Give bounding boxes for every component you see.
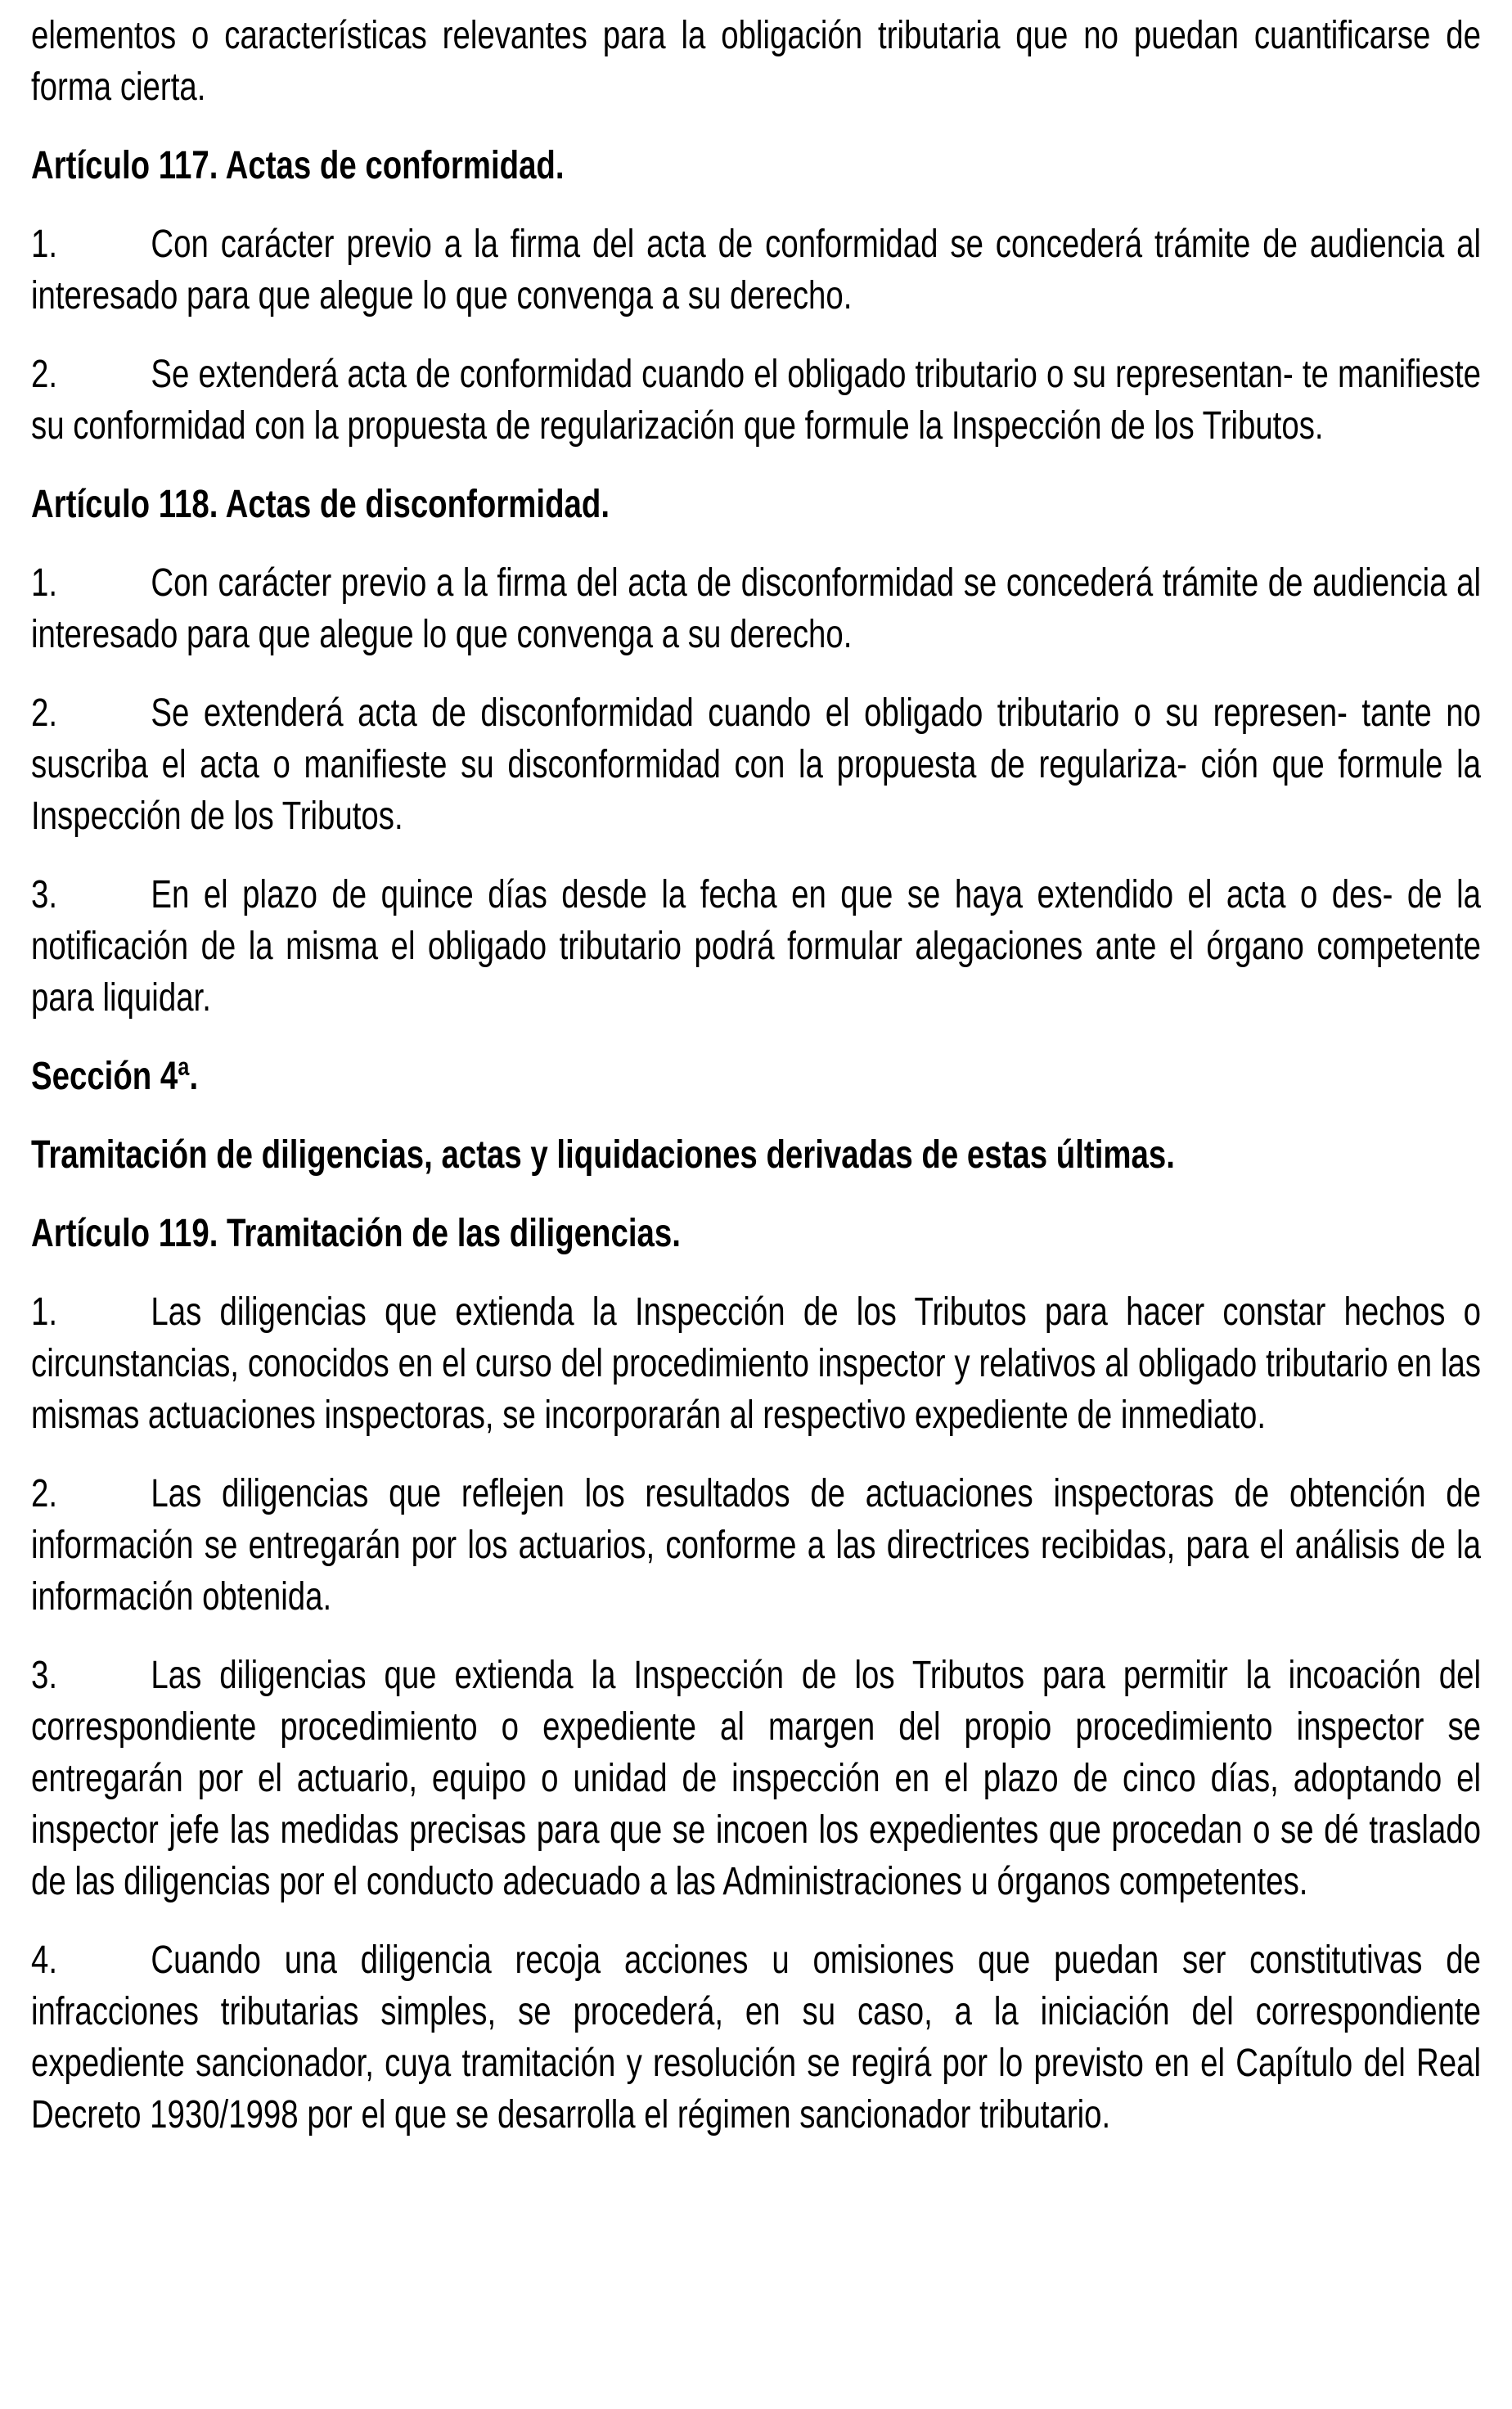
- paragraph-text: Con carácter previo a la firma del acta de disconformidad se concederá trámite de audiencia al interesado para que alegue lo que convenga a su derecho.: [31, 561, 1481, 656]
- paragraph-number: 1.: [31, 561, 58, 605]
- numbered-paragraph-119-3: [31, 1650, 1481, 1907]
- paragraph-number: 4.: [31, 1938, 58, 1982]
- numbered-paragraph-119-1: [31, 1286, 1481, 1441]
- paragraph-number: 2.: [31, 353, 58, 396]
- paragraph-number: 3.: [31, 873, 58, 916]
- numbered-paragraph-118-2: [31, 687, 1481, 842]
- paragraph-number: 3.: [31, 1654, 58, 1697]
- paragraph-continuation: elementos o características relevantes para la obligación tributaria que no puedan cuantificarse de forma cierta.: [31, 14, 1481, 109]
- paragraph-text: Las diligencias que reflejen los resultados de actuaciones inspectoras de obtención de información se entregarán por los actuarios, conforme a las directrices recibidas, para el análisis de la información obtenida.: [31, 1472, 1481, 1619]
- numbered-paragraph-117-1: [31, 218, 1481, 322]
- numbered-paragraph-117-2: [31, 349, 1481, 452]
- section-4-subtitle: Tramitación de diligencias, actas y liquidaciones derivadas de estas últimas.: [31, 1133, 1175, 1177]
- paragraph-text: Se extenderá acta de disconformidad cuando el obligado tributario o su represen- tante no suscriba el acta o manifieste su disconformidad con la propuesta de regulariza- ción que formule la Inspección de los Tributos.: [31, 691, 1481, 838]
- section-4-heading: Sección 4ª.: [31, 1055, 199, 1098]
- paragraph-text: Las diligencias que extienda la Inspección de los Tributos para hacer constar hechos o circunstancias, conocidos en el curso del procedimiento inspector y relativos al obligado tributario en las mismas actuaciones inspectoras, se incorporarán al respectivo expediente de inmediato.: [31, 1290, 1481, 1437]
- article-119-heading: Artículo 119. Tramitación de las diligencias.: [31, 1212, 681, 1255]
- paragraph-text: Con carácter previo a la firma del acta de conformidad se concederá trámite de audiencia al interesado para que alegue lo que convenga a su derecho.: [31, 223, 1481, 317]
- paragraph-number: 2.: [31, 1472, 58, 1515]
- numbered-paragraph-119-4: [31, 1934, 1481, 2141]
- article-118-heading: Artículo 118. Actas de disconformidad.: [31, 483, 610, 526]
- document-page: [31, 10, 1481, 2168]
- numbered-paragraph-119-2: [31, 1468, 1481, 1623]
- numbered-paragraph-118-3: [31, 869, 1481, 1024]
- paragraph-text: Cuando una diligencia recoja acciones u omisiones que puedan ser constitutivas de infracciones tributarias simples, se procederá, en su caso, a la iniciación del correspondiente expediente sancionador, cuya tramitación y resolución se regirá por lo previsto en el Capítulo del Real Decreto 1930/1998 por el que se desarrolla el régimen sancionador tributario.: [31, 1938, 1481, 2137]
- article-117-heading: Artículo 117. Actas de conformidad.: [31, 144, 565, 187]
- paragraph-text: En el plazo de quince días desde la fecha en que se haya extendido el acta o des- de la notificación de la misma el obligado tributario podrá formular alegaciones ante el órgano competente para liquidar.: [31, 873, 1481, 1020]
- numbered-paragraph-118-1: [31, 557, 1481, 660]
- paragraph-text: Se extenderá acta de conformidad cuando el obligado tributario o su representan- te manifieste su conformidad con la propuesta de regularización que formule la Inspección de los Tributos.: [31, 353, 1481, 448]
- paragraph-number: 1.: [31, 223, 58, 266]
- paragraph-text: Las diligencias que extienda la Inspección de los Tributos para permitir la incoación del correspondiente procedimiento o expediente al margen del propio procedimiento inspector se entregarán por el actuario, equipo o unidad de inspección en el plazo de cinco días, adoptando el inspector jefe las medidas precisas para que se incoen los expedientes que procedan o se dé traslado de las diligencias por el conducto adecuado a las Administraciones u órganos competentes.: [31, 1654, 1481, 1903]
- paragraph-number: 2.: [31, 691, 58, 735]
- paragraph-number: 1.: [31, 1290, 58, 1334]
